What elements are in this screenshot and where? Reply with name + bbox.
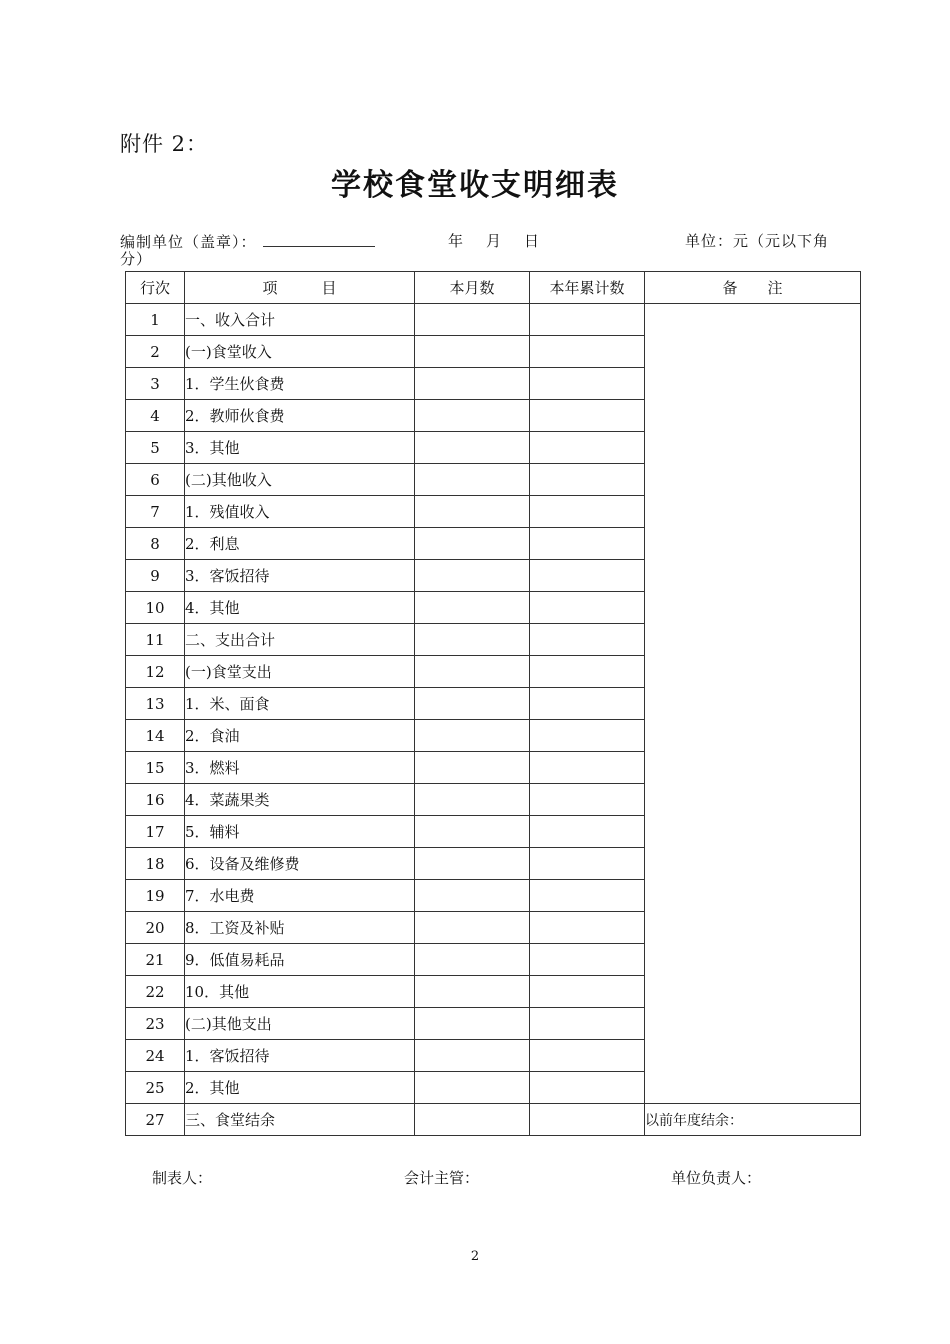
month-cell[interactable] <box>415 1072 530 1104</box>
row-item: 9．低值易耗品 <box>185 944 415 976</box>
row-number: 27 <box>126 1104 185 1136</box>
prior-year-balance-cell[interactable]: 以前年度结余： <box>645 1104 861 1136</box>
year-cell[interactable] <box>530 1072 645 1104</box>
year-cell[interactable] <box>530 592 645 624</box>
year-cell[interactable] <box>530 624 645 656</box>
row-item: 2．利息 <box>185 528 415 560</box>
month-cell[interactable] <box>415 688 530 720</box>
row-number: 23 <box>126 1008 185 1040</box>
year-cell[interactable] <box>530 400 645 432</box>
year-cell[interactable] <box>530 432 645 464</box>
month-cell[interactable] <box>415 1040 530 1072</box>
month-cell[interactable] <box>415 624 530 656</box>
year-cell[interactable] <box>530 528 645 560</box>
header-month: 本月数 <box>415 272 530 304</box>
year-cell[interactable] <box>530 496 645 528</box>
currency-label: 单位：元（元以下角 <box>685 232 830 250</box>
row-number: 19 <box>126 880 185 912</box>
row-number: 25 <box>126 1072 185 1104</box>
month-cell[interactable] <box>415 528 530 560</box>
month-cell[interactable] <box>415 1104 530 1136</box>
month-cell[interactable] <box>415 464 530 496</box>
unit-head-label: 单位负责人： <box>671 1169 762 1187</box>
month-cell[interactable] <box>415 304 530 336</box>
unit-blank-line[interactable] <box>263 232 375 247</box>
row-number: 22 <box>126 976 185 1008</box>
header-index: 行次 <box>126 272 185 304</box>
row-item: 10．其他 <box>185 976 415 1008</box>
day-label: 日 <box>524 232 541 250</box>
month-cell[interactable] <box>415 816 530 848</box>
row-item: 2．其他 <box>185 1072 415 1104</box>
row-number: 15 <box>126 752 185 784</box>
month-cell[interactable] <box>415 912 530 944</box>
month-cell[interactable] <box>415 848 530 880</box>
row-item: 3．其他 <box>185 432 415 464</box>
month-label: 月 <box>486 232 503 250</box>
row-number: 10 <box>126 592 185 624</box>
month-cell[interactable] <box>415 400 530 432</box>
row-item: 2．教师伙食费 <box>185 400 415 432</box>
row-number: 11 <box>126 624 185 656</box>
row-item: 一、收入合计 <box>185 304 415 336</box>
year-cell[interactable] <box>530 816 645 848</box>
row-number: 13 <box>126 688 185 720</box>
row-item: 1．残值收入 <box>185 496 415 528</box>
row-number: 6 <box>126 464 185 496</box>
month-cell[interactable] <box>415 656 530 688</box>
header-year: 本年累计数 <box>530 272 645 304</box>
row-number: 16 <box>126 784 185 816</box>
year-cell[interactable] <box>530 464 645 496</box>
page-number: 2 <box>470 1249 480 1264</box>
year-cell[interactable] <box>530 656 645 688</box>
year-cell[interactable] <box>530 1008 645 1040</box>
month-cell[interactable] <box>415 336 530 368</box>
month-cell[interactable] <box>415 1008 530 1040</box>
month-cell[interactable] <box>415 592 530 624</box>
year-cell[interactable] <box>530 688 645 720</box>
row-number: 24 <box>126 1040 185 1072</box>
month-cell[interactable] <box>415 432 530 464</box>
table-row-balance <box>126 1104 861 1136</box>
row-number: 7 <box>126 496 185 528</box>
row-number: 5 <box>126 432 185 464</box>
row-number: 12 <box>126 656 185 688</box>
row-item: 1．学生伙食费 <box>185 368 415 400</box>
row-number: 2 <box>126 336 185 368</box>
year-cell[interactable] <box>530 560 645 592</box>
month-cell[interactable] <box>415 784 530 816</box>
row-number: 9 <box>126 560 185 592</box>
year-cell[interactable] <box>530 368 645 400</box>
row-number: 4 <box>126 400 185 432</box>
preparer-label: 制表人： <box>152 1169 213 1187</box>
year-cell[interactable] <box>530 304 645 336</box>
unit-label: 编制单位（盖章）： <box>120 233 257 251</box>
row-item: 三、食堂结余 <box>185 1104 415 1136</box>
year-label: 年 <box>448 232 465 250</box>
row-number: 14 <box>126 720 185 752</box>
month-cell[interactable] <box>415 752 530 784</box>
row-item: 4．菜蔬果类 <box>185 784 415 816</box>
row-item: 3．燃料 <box>185 752 415 784</box>
header-item: 项 目 <box>185 272 415 304</box>
year-cell[interactable] <box>530 944 645 976</box>
month-cell[interactable] <box>415 560 530 592</box>
year-cell[interactable] <box>530 752 645 784</box>
table-row <box>126 304 861 336</box>
row-number: 18 <box>126 848 185 880</box>
year-cell[interactable] <box>530 848 645 880</box>
row-item: 3．客饭招待 <box>185 560 415 592</box>
row-number: 1 <box>126 304 185 336</box>
year-cell[interactable] <box>530 912 645 944</box>
row-item: (二)其他收入 <box>185 464 415 496</box>
row-item: (一)食堂收入 <box>185 336 415 368</box>
month-cell[interactable] <box>415 720 530 752</box>
year-cell[interactable] <box>530 336 645 368</box>
month-cell[interactable] <box>415 944 530 976</box>
month-cell[interactable] <box>415 880 530 912</box>
income-expense-table <box>125 271 861 1136</box>
row-item: 二、支出合计 <box>185 624 415 656</box>
page-title: 学校食堂收支明细表 <box>331 168 619 203</box>
row-item: 5．辅料 <box>185 816 415 848</box>
row-number: 21 <box>126 944 185 976</box>
row-number: 8 <box>126 528 185 560</box>
row-item: (一)食堂支出 <box>185 656 415 688</box>
row-number: 17 <box>126 816 185 848</box>
month-cell[interactable] <box>415 368 530 400</box>
accountant-label: 会计主管： <box>404 1169 480 1187</box>
year-cell[interactable] <box>530 1040 645 1072</box>
month-cell[interactable] <box>415 496 530 528</box>
row-item: 4．其他 <box>185 592 415 624</box>
row-item: 8．工资及补贴 <box>185 912 415 944</box>
year-cell[interactable] <box>530 720 645 752</box>
date-fields <box>448 232 562 250</box>
note-cell[interactable] <box>645 304 861 1104</box>
row-item: 1．米、面食 <box>185 688 415 720</box>
currency-label-tail: 分） <box>120 250 153 268</box>
attachment-label: 附件 2： <box>120 132 209 156</box>
header-note: 备 注 <box>645 272 861 304</box>
year-cell[interactable] <box>530 976 645 1008</box>
year-cell[interactable] <box>530 1104 645 1136</box>
row-item: 6．设备及维修费 <box>185 848 415 880</box>
form-meta <box>120 232 850 268</box>
row-number: 3 <box>126 368 185 400</box>
row-item: 7．水电费 <box>185 880 415 912</box>
year-cell[interactable] <box>530 880 645 912</box>
row-item: 1．客饭招待 <box>185 1040 415 1072</box>
row-item: (二)其他支出 <box>185 1008 415 1040</box>
month-cell[interactable] <box>415 976 530 1008</box>
row-number: 20 <box>126 912 185 944</box>
year-cell[interactable] <box>530 784 645 816</box>
table-header-row <box>126 272 861 304</box>
row-item: 2．食油 <box>185 720 415 752</box>
